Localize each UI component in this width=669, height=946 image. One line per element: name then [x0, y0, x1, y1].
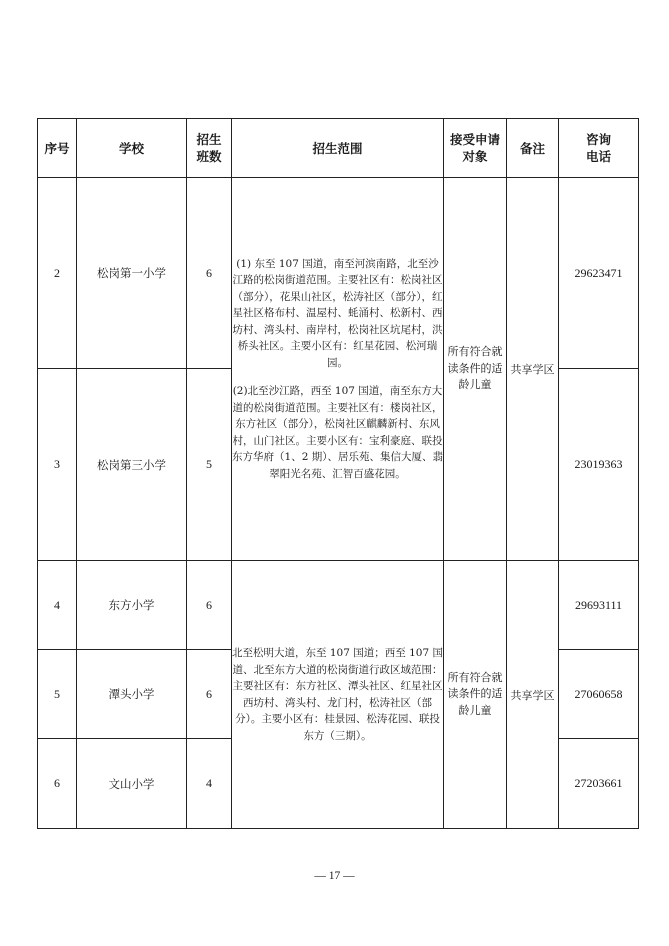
header-phone	[559, 119, 639, 178]
table-row	[38, 561, 639, 650]
phone-cell: 29693111	[559, 561, 639, 650]
header-target-line1: 接受申请	[449, 132, 500, 147]
range-cell	[232, 178, 444, 561]
table-row	[38, 178, 639, 369]
range-paragraph-2: (2)北至沙江路，西至 107 国道，南至东方大道的松岗街道范围。主要社区有：楼岗社区，东方社区（部分），松岗社区麒麟新村、东风村，山门社区。主要小区有：宝利豪庭、联投东方华府（1、2 期）、居乐苑、集信大厦、翡翠阳光名苑、汇智百盛花园。	[232, 385, 443, 480]
seq-cell: 4	[38, 561, 77, 650]
page-number: — 17 —	[314, 870, 355, 882]
header-seq: 序号	[38, 119, 77, 178]
classes-cell: 6	[187, 178, 232, 369]
header-target-line2: 对象	[462, 149, 488, 164]
phone-cell: 29623471	[559, 178, 639, 369]
school-cell: 潭头小学	[77, 650, 187, 739]
header-classes-line2: 班数	[196, 149, 222, 164]
range-paragraph-1: (1) 东至 107 国道，南至河滨南路，北至沙江路的松岗街道范围。主要社区有：松岗社区（部分），花果山社区，松涛社区（部分），红星社区格布村、温屋村、蚝涌村、松新村、西坊村、湾头村、南岸村，松岗社区坑尾村，洪桥头社区。主要小区有：红星花园、松河瑞园。	[232, 257, 443, 369]
phone-cell: 27060658	[559, 650, 639, 739]
seq-cell: 6	[38, 739, 77, 829]
school-cell: 文山小学	[77, 739, 187, 829]
header-school: 学校	[77, 119, 187, 178]
classes-cell: 4	[187, 739, 232, 829]
school-cell: 东方小学	[77, 561, 187, 650]
target-cell: 所有符合就读条件的适龄儿童	[444, 561, 507, 829]
header-phone-line1: 咨询	[585, 132, 611, 147]
header-range: 招生范围	[232, 119, 444, 178]
table-header-row	[38, 119, 639, 178]
school-cell: 松岗第一小学	[77, 178, 187, 369]
header-target	[444, 119, 507, 178]
header-classes	[187, 119, 232, 178]
seq-cell: 2	[38, 178, 77, 369]
classes-cell: 6	[187, 561, 232, 650]
remark-cell: 共享学区	[507, 561, 559, 829]
seq-cell: 3	[38, 369, 77, 561]
classes-cell: 6	[187, 650, 232, 739]
enrollment-table	[37, 118, 639, 829]
phone-cell: 23019363	[559, 369, 639, 561]
seq-cell: 5	[38, 650, 77, 739]
target-cell: 所有符合就读条件的适龄儿童	[444, 178, 507, 561]
header-classes-line1: 招生	[196, 132, 222, 147]
school-cell: 松岗第三小学	[77, 369, 187, 561]
classes-cell: 5	[187, 369, 232, 561]
phone-cell: 27203661	[559, 739, 639, 829]
header-phone-line2: 电话	[585, 149, 611, 164]
range-cell: 北至松明大道，东至 107 国道；西至 107 国道、北至东方大道的松岗街道行政区域范围：主要社区有：东方社区、潭头社区、红星社区西坊村、湾头村、龙门村，松涛社区（部分）。主要小区有：桂景园、松涛花园、联投东方（三期）。	[232, 561, 444, 829]
header-remark: 备注	[507, 119, 559, 178]
remark-cell: 共享学区	[507, 178, 559, 561]
